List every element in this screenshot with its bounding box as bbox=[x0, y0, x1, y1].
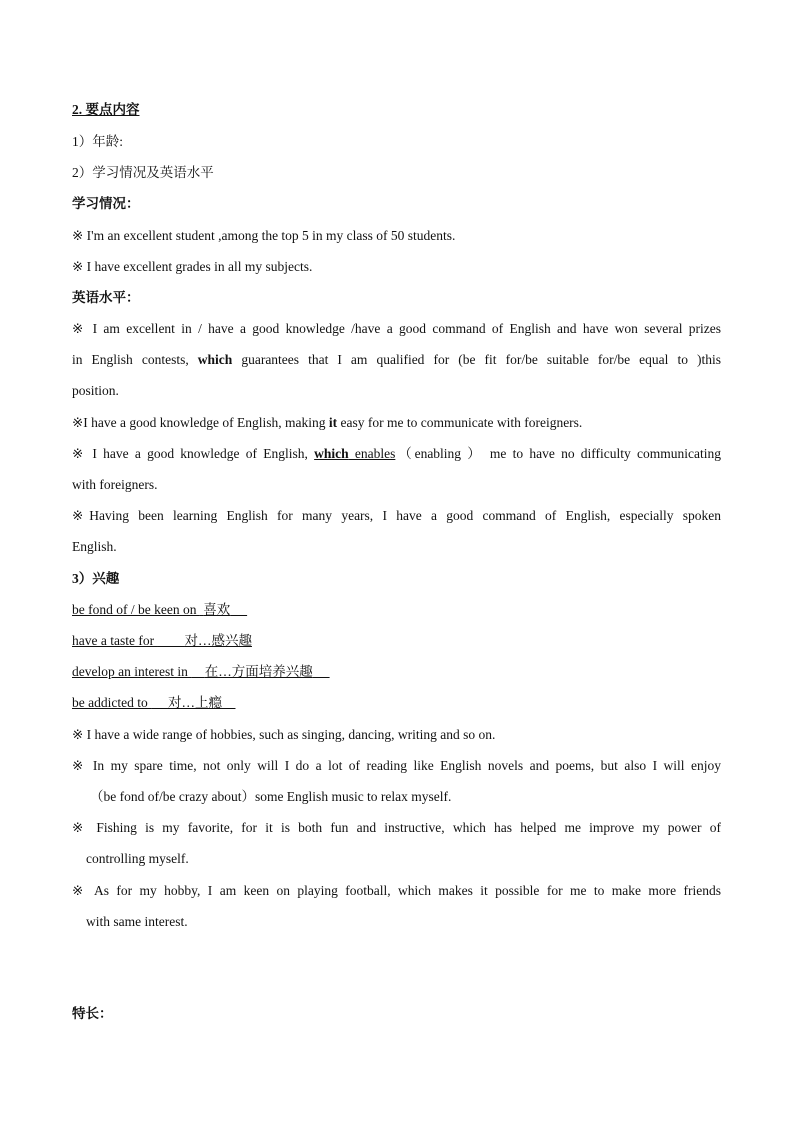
hobby-sentence-3-line-2: controlling myself. bbox=[86, 851, 189, 866]
hobby-sentence-1: ※ I have a wide range of hobbies, such as singing, dancing, writing and so on. bbox=[72, 727, 496, 742]
english-sentence-2: ※I have a good knowledge of English, making it easy for me to communicate with foreigners. bbox=[72, 415, 583, 430]
phrase-4: be addicted to 对…上瘾 bbox=[72, 695, 222, 710]
study-sentence-2: ※ I have excellent grades in all my subjects. bbox=[72, 259, 313, 274]
phrase-3: develop an interest in 在…方面培养兴趣 bbox=[72, 664, 313, 679]
item-study-english: 2）学习情况及英语水平 bbox=[72, 165, 214, 180]
bold-which: which bbox=[197, 352, 233, 367]
bold-it: it bbox=[328, 415, 338, 430]
english-sentence-1-line-3: position. bbox=[72, 383, 119, 398]
item-age: 1）年龄: bbox=[72, 134, 124, 149]
english-label: 英语水平： bbox=[72, 290, 140, 305]
hobby-sentence-2-line-2: （be fond of/be crazy about）some English music to relax myself. bbox=[90, 789, 452, 804]
hobby-sentence-3-line-1: ※ Fishing is my favorite, for it is both fun and instructive, which has helped me improve my power of bbox=[72, 820, 721, 835]
english-sentence-3-line-2: with foreigners. bbox=[72, 477, 158, 492]
bold-which-2: which bbox=[314, 446, 349, 461]
english-sentence-3-line-1: ※ I have a good knowledge of English, which enables（enabling ） me to have no difficulty communicating bbox=[72, 446, 722, 461]
study-label: 学习情况： bbox=[72, 196, 140, 211]
phrase-1: be fond of / be keen on 喜欢 bbox=[72, 602, 231, 617]
english-sentence-1-line-1: ※ I am excellent in / have a good knowledge /have a good command of English and have won several prizes bbox=[72, 321, 721, 336]
hobby-sentence-4-line-2: with same interest. bbox=[86, 914, 188, 929]
item-interests: 3）兴趣 bbox=[72, 571, 120, 586]
study-sentence-1: ※ I'm an excellent student ,among the top 5 in my class of 50 students. bbox=[72, 228, 456, 243]
hobby-sentence-4-line-1: ※ As for my hobby, I am keen on playing football, which makes it possible for me to make more friends bbox=[72, 883, 721, 898]
english-sentence-4-line-2: English. bbox=[72, 539, 117, 554]
hobby-sentence-2-line-1: ※ In my spare time, not only will I do a lot of reading like English novels and poems, but also I will enjoy bbox=[72, 758, 721, 773]
phrase-2: have a taste for 对…感兴趣 bbox=[72, 633, 252, 648]
section-title: 2. 要点内容 bbox=[72, 102, 140, 117]
english-sentence-1-line-2: in English contests, which guarantees that I am qualified for (be fit for/be suitable for/be equal to )this bbox=[72, 352, 721, 367]
specialty-label: 特长： bbox=[72, 1006, 113, 1021]
english-sentence-4-line-1: ※Having been learning English for many years, I have a good command of English, especially spoken bbox=[72, 508, 721, 523]
